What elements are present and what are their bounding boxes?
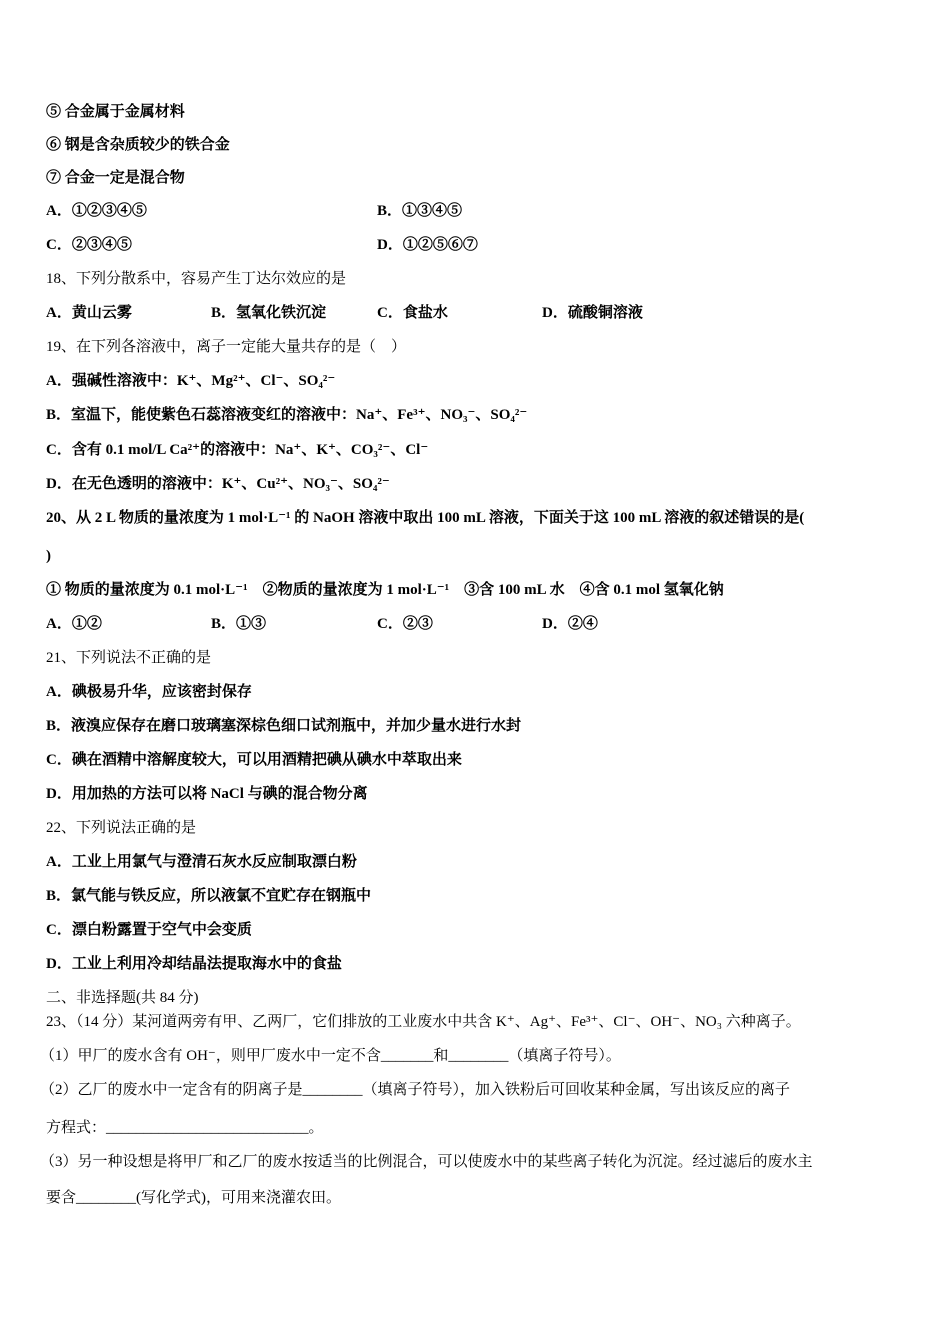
q19-option-b: B．室温下，能使紫色石蕊溶液变红的溶液中：Na⁺、Fe³⁺、NO₃⁻、SO₄²⁻ xyxy=(46,407,528,423)
q20-option-d: D．②④ xyxy=(542,616,598,632)
q20-stem: 20、从 2 L 物质的量浓度为 1 mol·L⁻¹ 的 NaOH 溶液中取出 100 mL 溶液，下面关于这 100 mL 溶液的叙述错误的是( xyxy=(46,510,805,526)
q18-option-d: D．硫酸铜溶液 xyxy=(542,305,643,321)
q21-stem: 21、下列说法不正确的是 xyxy=(46,650,212,666)
q22-option-c: C．漂白粉露置于空气中会变质 xyxy=(46,922,252,938)
section-heading: 二、非选择题(共 84 分) xyxy=(46,990,199,1006)
q18-stem: 18、下列分散系中，容易产生丁达尔效应的是 xyxy=(46,271,347,287)
q22-option-b: B．氯气能与铁反应，所以液氯不宜贮存在钢瓶中 xyxy=(46,888,372,904)
q22-option-a: A．工业上用氯气与澄清石灰水反应制取漂白粉 xyxy=(46,854,357,870)
q20-statements: ① 物质的量浓度为 0.1 mol·L⁻¹ ②物质的量浓度为 1 mol·L⁻¹ ③含 100 mL 水 ④含 0.1 mol 氢氧化钠 xyxy=(46,582,724,598)
q23-part-3-end: 要含________(写化学式)，可用来浇灌农田。 xyxy=(46,1190,341,1206)
q21-option-b: B．液溴应保存在磨口玻璃塞深棕色细口试剂瓶中，并加少量水进行水封 xyxy=(46,718,522,734)
q17-option-d: D．①②⑤⑥⑦ xyxy=(377,237,478,253)
q17-option-c: C．②③④⑤ xyxy=(46,237,132,253)
q20-stem-end: ) xyxy=(46,548,51,564)
q23-part-1: （1）甲厂的废水含有 OH⁻，则甲厂废水中一定不含_______和________（填离子符号）。 xyxy=(40,1048,621,1064)
q21-option-c: C．碘在酒精中溶解度较大，可以用酒精把碘从碘水中萃取出来 xyxy=(46,752,462,768)
q23-part-2-equation: 方程式：___________________________。 xyxy=(46,1120,324,1136)
q21-option-a: A．碘极易升华，应该密封保存 xyxy=(46,684,252,700)
q20-option-c: C．②③ xyxy=(377,616,433,632)
statement-7: ⑦ 合金一定是混合物 xyxy=(46,170,185,186)
q17-option-b: B．①③④⑤ xyxy=(377,203,463,219)
q22-stem: 22、下列说法正确的是 xyxy=(46,820,197,836)
q22-option-d: D．工业上利用冷却结晶法提取海水中的食盐 xyxy=(46,956,342,972)
q23-part-2: （2）乙厂的废水中一定含有的阴离子是________（填离子符号），加入铁粉后可回收某种金属，写出该反应的离子 xyxy=(40,1082,791,1098)
q21-option-d: D．用加热的方法可以将 NaCl 与碘的混合物分离 xyxy=(46,786,368,802)
q19-option-d: D．在无色透明的溶液中：K⁺、Cu²⁺、NO₃⁻、SO₄²⁻ xyxy=(46,476,390,492)
q19-option-a: A．强碱性溶液中：K⁺、Mg²⁺、Cl⁻、SO₄²⁻ xyxy=(46,373,336,389)
q18-option-a: A．黄山云雾 xyxy=(46,305,132,321)
statement-5: ⑤ 合金属于金属材料 xyxy=(46,104,185,120)
q23-stem: 23、（14 分）某河道两旁有甲、乙两厂，它们排放的工业废水中共含 K⁺、Ag⁺、Fe³⁺、Cl⁻、OH⁻、NO₃ 六种离子。 xyxy=(46,1014,801,1030)
q23-part-3: （3）另一种设想是将甲厂和乙厂的废水按适当的比例混合，可以使废水中的某些离子转化为沉淀。经过滤后的废水主 xyxy=(40,1154,813,1170)
q18-option-b: B．氢氧化铁沉淀 xyxy=(211,305,327,321)
q18-option-c: C．食盐水 xyxy=(377,305,448,321)
statement-6: ⑥ 钢是含杂质较少的铁合金 xyxy=(46,137,230,153)
q17-option-a: A．①②③④⑤ xyxy=(46,203,147,219)
q20-option-b: B．①③ xyxy=(211,616,267,632)
q19-option-c: C．含有 0.1 mol/L Ca²⁺的溶液中：Na⁺、K⁺、CO₃²⁻、Cl⁻ xyxy=(46,442,429,458)
q20-option-a: A．①② xyxy=(46,616,102,632)
q19-stem: 19、在下列各溶液中，离子一定能大量共存的是（ ） xyxy=(46,339,407,355)
